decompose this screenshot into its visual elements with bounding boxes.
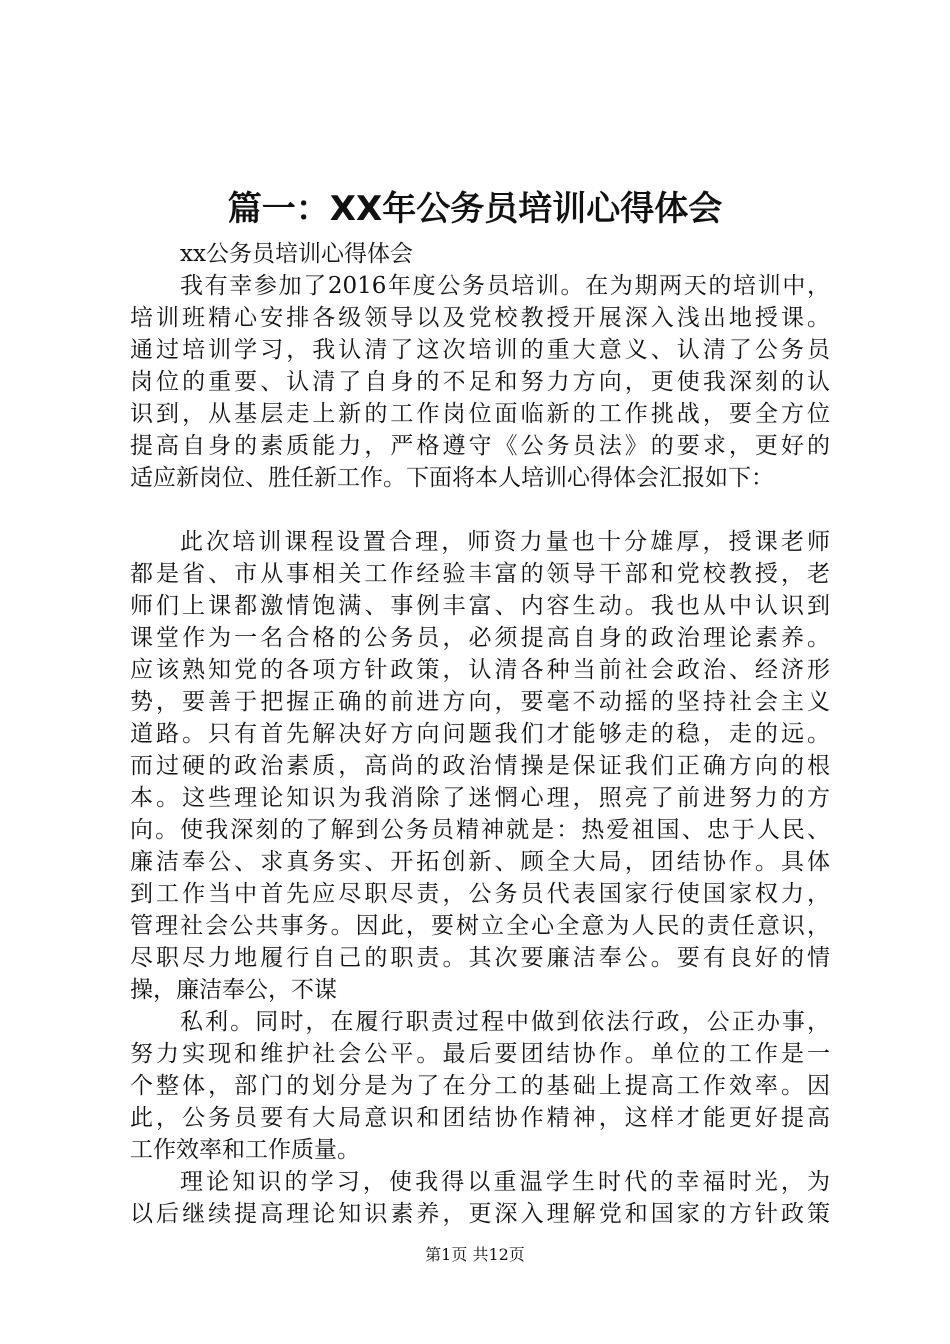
text-line: 个整体，部门的划分是为了在分工的基础上提高工作效率。因	[130, 1073, 830, 1099]
text-line: 通过培训学习，我认清了这次培训的重大意义、认清了公务员	[130, 337, 830, 363]
text-line: 师们上课都激情饱满、事例丰富、内容生动。我也从中认识到	[130, 593, 830, 619]
text-line: 提高自身的素质能力，严格遵守《公务员法》的要求，更好的	[130, 433, 830, 459]
text-line: 操，廉洁奉公，不谋	[130, 977, 337, 1003]
text-line: 廉洁奉公、求真务实、开拓创新、顾全大局，团结协作。具体	[130, 849, 830, 875]
text-line: 本。这些理论知识为我消除了迷惘心理，照亮了前进努力的方	[130, 785, 830, 811]
text-line: 道路。只有首先解决好方向问题我们才能够走的稳，走的远。	[130, 721, 830, 747]
text-line: 到工作当中首先应尽职尽责，公务员代表国家行使国家权力，	[130, 881, 830, 907]
text-line: 岗位的重要、认清了自身的不足和努力方向，更使我深刻的认	[130, 369, 830, 395]
text-line: 尽职尽力地履行自己的职责。其次要廉洁奉公。要有良好的情	[130, 945, 830, 971]
text-line: 适应新岗位、胜任新工作。下面将本人培训心得体会汇报如下：	[130, 465, 774, 491]
text-line: 课堂作为一名合格的公务员，必须提高自身的政治理论素养。	[130, 625, 830, 651]
text-line: 向。使我深刻的了解到公务员精神就是：热爱祖国、忠于人民、	[130, 817, 830, 843]
text-line: 识到，从基层走上新的工作岗位面临新的工作挑战，要全方位	[130, 401, 830, 427]
page-footer: 第1页 共12页	[425, 1245, 525, 1264]
text-line: 努力实现和维护社会公平。最后要团结协作。单位的工作是一	[130, 1041, 830, 1067]
document-title: 篇一：XX年公务员培训心得体会	[227, 189, 723, 229]
text-line: 培训班精心安排各级领导以及党校教授开展深入浅出地授课。	[130, 305, 830, 331]
text-line: 管理社会公共事务。因此，要树立全心全意为人民的责任意识，	[130, 913, 830, 939]
blank-line	[130, 494, 830, 526]
text-line: 以后继续提高理论知识素养，更深入理解党和国家的方针政策	[130, 1201, 830, 1227]
text-line: xx公务员培训心得体会	[180, 241, 413, 267]
text-line: 而过硬的政治素质，高尚的政治情操是保证我们正确方向的根	[130, 753, 830, 779]
text-line: 应该熟知党的各项方针政策，认清各种当前社会政治、经济形	[130, 657, 830, 683]
text-line: 我有幸参加了2016年度公务员培训。在为期两天的培训中，	[180, 273, 830, 299]
text-line: 势，要善于把握正确的前进方向，要毫不动摇的坚持社会主义	[130, 689, 830, 715]
text-line: 此次培训课程设置合理，师资力量也十分雄厚，授课老师	[180, 529, 830, 555]
text-line: 工作效率和工作质量。	[130, 1137, 360, 1163]
text-line: 私利。同时，在履行职责过程中做到依法行政，公正办事，	[180, 1009, 830, 1035]
document-body	[130, 238, 830, 1230]
text-line: 都是省、市从事相关工作经验丰富的领导干部和党校教授，老	[130, 561, 830, 587]
text-line: 理论知识的学习，使我得以重温学生时代的幸福时光，为	[180, 1169, 830, 1195]
text-line: 此，公务员要有大局意识和团结协作精神，这样才能更好提高	[130, 1105, 830, 1131]
